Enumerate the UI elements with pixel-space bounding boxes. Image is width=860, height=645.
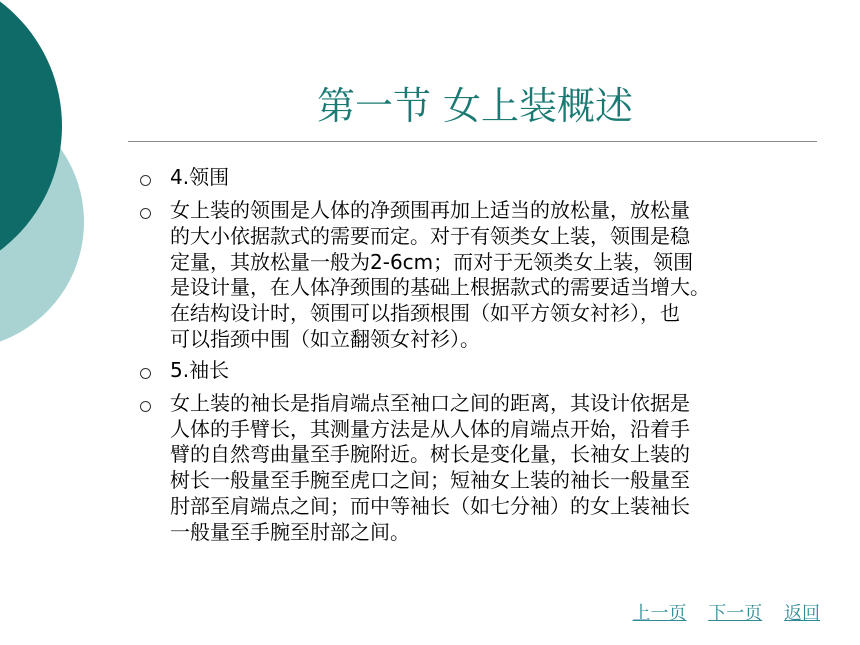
bullet-item-sleeve-heading [136, 358, 816, 386]
slide-title: 第一节 女上装概述 [316, 84, 634, 128]
title-divider [128, 141, 817, 142]
slide-navigation [617, 599, 820, 625]
circle-bullet-icon [136, 165, 170, 193]
bullet-text: 5.袖长 [170, 357, 230, 382]
bullet-item-sleeve-description [136, 391, 816, 546]
next-page-link[interactable]: 下一页 [708, 603, 763, 624]
circle-bullet-icon [136, 358, 170, 386]
bullet-item-collar-description [136, 198, 816, 353]
bullet-list [136, 165, 816, 551]
bullet-text: 4.领围 [170, 165, 230, 189]
bullet-text: 女上装的领围是人体的净颈围再加上适当的放松量，放松量 的大小依据款式的需要而定。对于有领类女上装，领围是稳 定量，其放松量一般为2-6cm；而对于无领类女上装，领围 是设计量，在人体净颈围的基础上根据款式的需要适当增大。 在结构设计时，领围可以指颈根围（如平方领女衬衫），也 可以指颈中围（如立翻领女衬衫）。 [170, 198, 710, 351]
circle-bullet-icon [136, 391, 170, 419]
back-link[interactable]: 返回 [784, 603, 820, 624]
bullet-item-collar-heading [136, 165, 816, 193]
circle-bullet-icon [136, 198, 170, 226]
prev-page-link[interactable]: 上一页 [632, 603, 687, 624]
bullet-text: 女上装的袖长是指肩端点至袖口之间的距离，其设计依据是 人体的手臂长，其测量方法是从人体的肩端点开始，沿着手 臂的自然弯曲量至手腕附近。树长是变化量，长袖女上装的 树长一般量至手腕至虎口之间；短袖女上装的袖长一般量至 肘部至肩端点之间；而中等袖长（如七分袖）的女上装袖长 一般量至手腕至肘部之间。 [170, 390, 690, 544]
